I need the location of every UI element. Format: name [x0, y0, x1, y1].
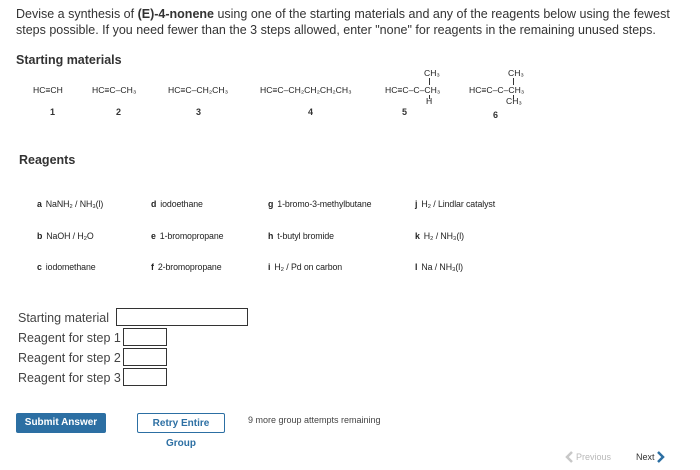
starting-material-1-formula: HC≡CH	[33, 85, 63, 95]
starting-material-label: Starting material	[18, 311, 110, 325]
step1-label: Reagent for step 1	[18, 331, 121, 345]
attempts-remaining-text: 9 more group attempts remaining	[248, 415, 381, 425]
reagent-g: g 1-bromo-3-methylbutane	[268, 199, 372, 209]
reagent-b: b NaOH / H₂O	[37, 231, 94, 241]
previous-label: Previous	[576, 452, 612, 462]
reagents-heading: Reagents	[19, 153, 76, 167]
starting-material-3-number: 3	[196, 107, 202, 117]
starting-material-6-number: 6	[493, 110, 499, 120]
reagent-d: d iodoethane	[151, 199, 203, 209]
starting-material-6-formula: HC≡C–C–CH₃	[469, 85, 525, 95]
step1-input[interactable]	[123, 328, 167, 346]
starting-material-2-number: 2	[116, 107, 122, 117]
step3-label: Reagent for step 3	[18, 371, 121, 385]
starting-material-5-top-substituent: CH₃	[424, 68, 440, 78]
starting-material-5-number: 5	[402, 107, 408, 117]
starting-material-5-bottom-substituent: H	[426, 96, 433, 106]
reagent-f: f 2-bromopropane	[151, 262, 222, 272]
reagent-i: i H₂ / Pd on carbon	[268, 262, 343, 272]
starting-material-5-bond-up	[429, 78, 430, 85]
chevron-left-icon	[564, 450, 574, 464]
starting-material-4-number: 4	[308, 107, 314, 117]
retry-entire-group-button[interactable]: Retry Entire Group	[137, 413, 225, 433]
starting-material-6-top-substituent: CH₃	[508, 68, 524, 78]
starting-material-1-number: 1	[50, 107, 56, 117]
submit-answer-button[interactable]: Submit Answer	[16, 413, 106, 433]
step2-label: Reagent for step 2	[18, 351, 121, 365]
starting-material-input[interactable]	[116, 308, 248, 326]
starting-material-3-formula: HC≡C–CH₂CH₃	[168, 85, 229, 95]
starting-material-5-formula: HC≡C–C–CH₃	[385, 85, 441, 95]
reagent-k: k H₂ / NH₃(l)	[415, 231, 464, 241]
starting-material-6-bond-up	[513, 78, 514, 85]
reagent-e: e 1-bromopropane	[151, 231, 224, 241]
reagent-h: h t-butyl bromide	[268, 231, 334, 241]
step3-input[interactable]	[123, 368, 167, 386]
starting-material-6-bottom-substituent: CH₃	[506, 96, 522, 106]
reagent-c: c iodomethane	[37, 262, 96, 272]
step2-input[interactable]	[123, 348, 167, 366]
reagent-l: l Na / NH₃(l)	[415, 262, 463, 272]
starting-material-2-formula: HC≡C–CH₃	[92, 85, 137, 95]
starting-materials-heading: Starting materials	[16, 53, 122, 67]
reagent-j: j H₂ / Lindlar catalyst	[415, 199, 496, 209]
next-label: Next	[636, 452, 655, 462]
question-text: Devise a synthesis of (E)-4-nonene using one of the starting materials and any of the reagents below using the fewest steps possible. If you need fewer than the 3 steps allowed, enter "none" for reagents in the remaining unused steps.	[16, 7, 670, 37]
starting-material-4-formula: HC≡C–CH₂CH₂CH₂CH₃	[260, 85, 352, 95]
reagent-a: a NaNH₂ / NH₃(l)	[37, 199, 104, 209]
chevron-right-icon	[656, 450, 666, 464]
